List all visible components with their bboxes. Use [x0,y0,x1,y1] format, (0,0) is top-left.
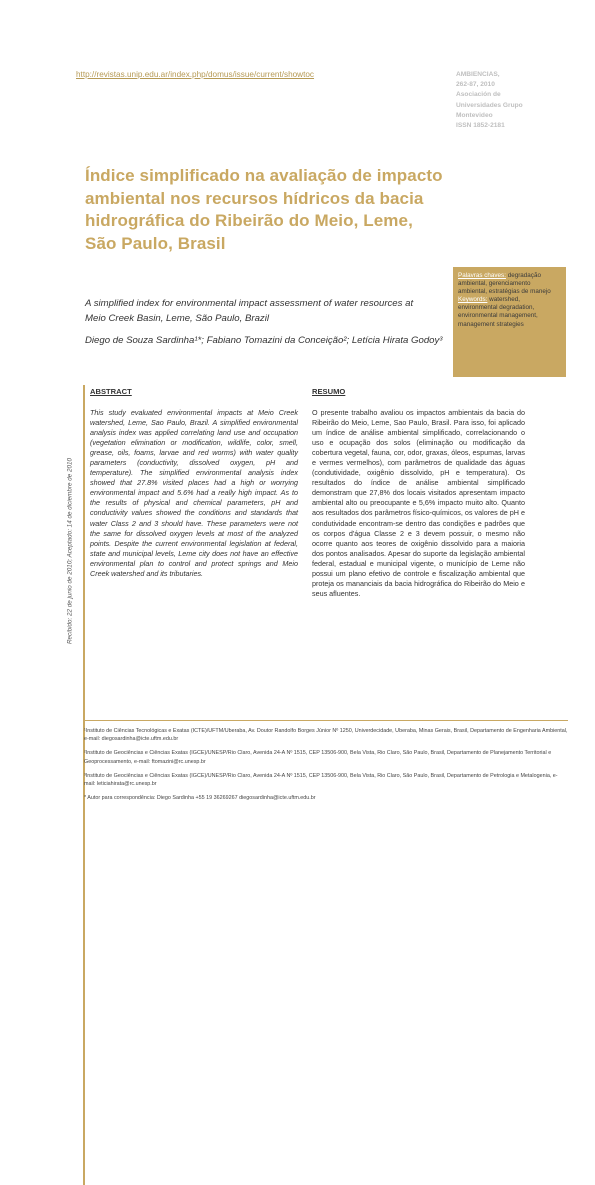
meta-line: Montevideo [456,111,493,119]
keywords-en-label: Keywords: [458,296,488,304]
journal-meta [456,70,568,131]
keywords-pt-text: degradação ambiental, gerenciamento ambiental, estratégias de manejo [458,272,551,296]
submission-dates-text: Recibido: 22 de junio de 2010; Aceptado: 14 de diciembre de 2010 [66,457,74,644]
keywords-en-text: watershed, environmental degradation, environmental management, management strategies [458,296,538,328]
keywords-pt-label: Palavras chaves: [458,272,506,279]
footnotes [84,727,568,808]
journal-url-link[interactable]: http://revistas.unip.edu.ar/index.php/domus/issue/current/showtoc [76,70,315,79]
meta-line: 262-87, 2010 [456,81,495,89]
meta-line: AMBIENCIAS, [456,71,500,78]
footnote-3: ³Instituto de Geociências e Ciências Exatas (IGCE)/UNESP/Rio Claro, Avenida 24-A Nº 1515, CEP 13506-900, Bela Vista, Rio Claro, São Paulo, Brasil, Departamento de Petrologia e Metalogenia, e-mail: leticiahirata@rc.unesp.br [84,772,558,788]
footnote-2: ²Instituto de Geociências e Ciências Exatas (IGCE)/UNESP/Rio Claro, Avenida 24-A Nº 1515, CEP 13506-900, Bela Vista, Rio Claro, São Paulo, Brasil, Departamento de Planejamento Territorial e Geoprocessamento, e-mail: ftomazini@rc.unesp.br [84,750,552,765]
keywords-box [453,267,566,377]
footnote-1: ¹Instituto de Ciências Tecnológicas e Exatas (ICTE)/UFTM/Uberaba, Av. Doutor Randolfo Borges Júnior Nº 1250, Univerdecidade, Uberaba, Minas Gerais, Brasil, Departamento de Engenharia Ambiental, e-mail: diegosardinha@icte.uftm.edu.br [84,728,568,743]
meta-line: Universidades Grupo [456,101,523,109]
paper-subtitle-en: A simplified index for environmental impact assessment of water resources at Meio Creek Basin, Leme, São Paulo, Brazil [85,298,414,325]
resumo-text: O presente trabalho avaliou os impactos ambientais da bacia do Ribeirão do Meio, Leme, Sao Paulo, Brasil. Para isso, foi aplicado um índice de análise ambiental simplificado, correlacionando o uso e ocupação dos solos (eliminação ou modificação da cobertura vegetal, fauna, cor, odor, graxas, óleos, espumas, larvas e vermes vermelhos), com parâmetros de qualidade das águas (condutividade, oxigênio dissolvido, pH e temperatura). Os resultados do índice de análise ambiental simplificado demonstram que 27,8% dos locais visitados apresentam impacto ambiental alto ou preocupante e 5,6% impacto muito alto. Quanto aos resultados dos parâmetros físico-químicos, os valores de pH e condutividade encontram-se dentro das condições e padrões que os corpos d'água Classe 2 e 3 devem possuir, o mesmo não ocorre quanto aos teores de oxigênio dissolvido para a maioria dos pontos analisados. Apesar do suporte da legislação ambiental federal, estadual e municipal vigente, o município de Leme não possui um plano efetivo de controle e fiscalização ambiental que proteja os mananciais da bacia hidrográfica do Ribeirão do Meio e seus afluentes. [312,408,525,598]
meta-line: ISSN 1852-2181 [456,122,505,130]
authors: Diego de Souza Sardinha¹*; Fabiano Tomazini da Conceição²; Letícia Hirata Godoy³ [85,335,443,346]
paper-title: Índice simplificado na avaliação de impacto ambiental nos recursos hídricos da bacia hidrográfica do Ribeirão do Meio, Leme, São Paulo, Brasil [85,166,443,253]
footnote-corresponding: * Autor para correspondência: Diego Sardinha +55 19 36269267 diegosardinha@icte.uftm.edu.br [84,795,316,802]
abstract-section [90,387,298,579]
footnote-divider [84,720,568,721]
resumo-section [312,387,525,599]
keywords-pt [458,272,561,296]
resumo-heading: RESUMO [312,387,346,396]
keywords-en [458,296,561,328]
submission-dates [63,418,77,683]
abstract-heading: ABSTRACT [90,387,132,396]
abstract-text: This study evaluated environmental impacts at Meio Creek watershed, Leme, Sao Paulo, Brazil. A simplified environmental analysis index was applied correlating land use and occupation (vegetation elimination or modification, wildlife, color, smell, grease, oils, foams, larvae and red worms) with water quality parameters (conductivity, dissolved oxygen, pH and temperature). The simplified environmental analysis index showed that 27.8% visited places had a high or worrying environmental impact and 5.6% had a really high impact. As to the results of physical and chemical parameters, pH and conductivity values showed the conditions and standards that water Class 2 and 3 should have. These parameters were not the same for dissolved oxygen levels at most of the analyzed points. Despite the current environmental legislation at federal, state and municipal levels, Leme city does not have an effective environmental plan to control and protect springs and Meio Creek watershed and its tributaries. [90,408,298,578]
meta-line: Asociación de [456,91,501,99]
